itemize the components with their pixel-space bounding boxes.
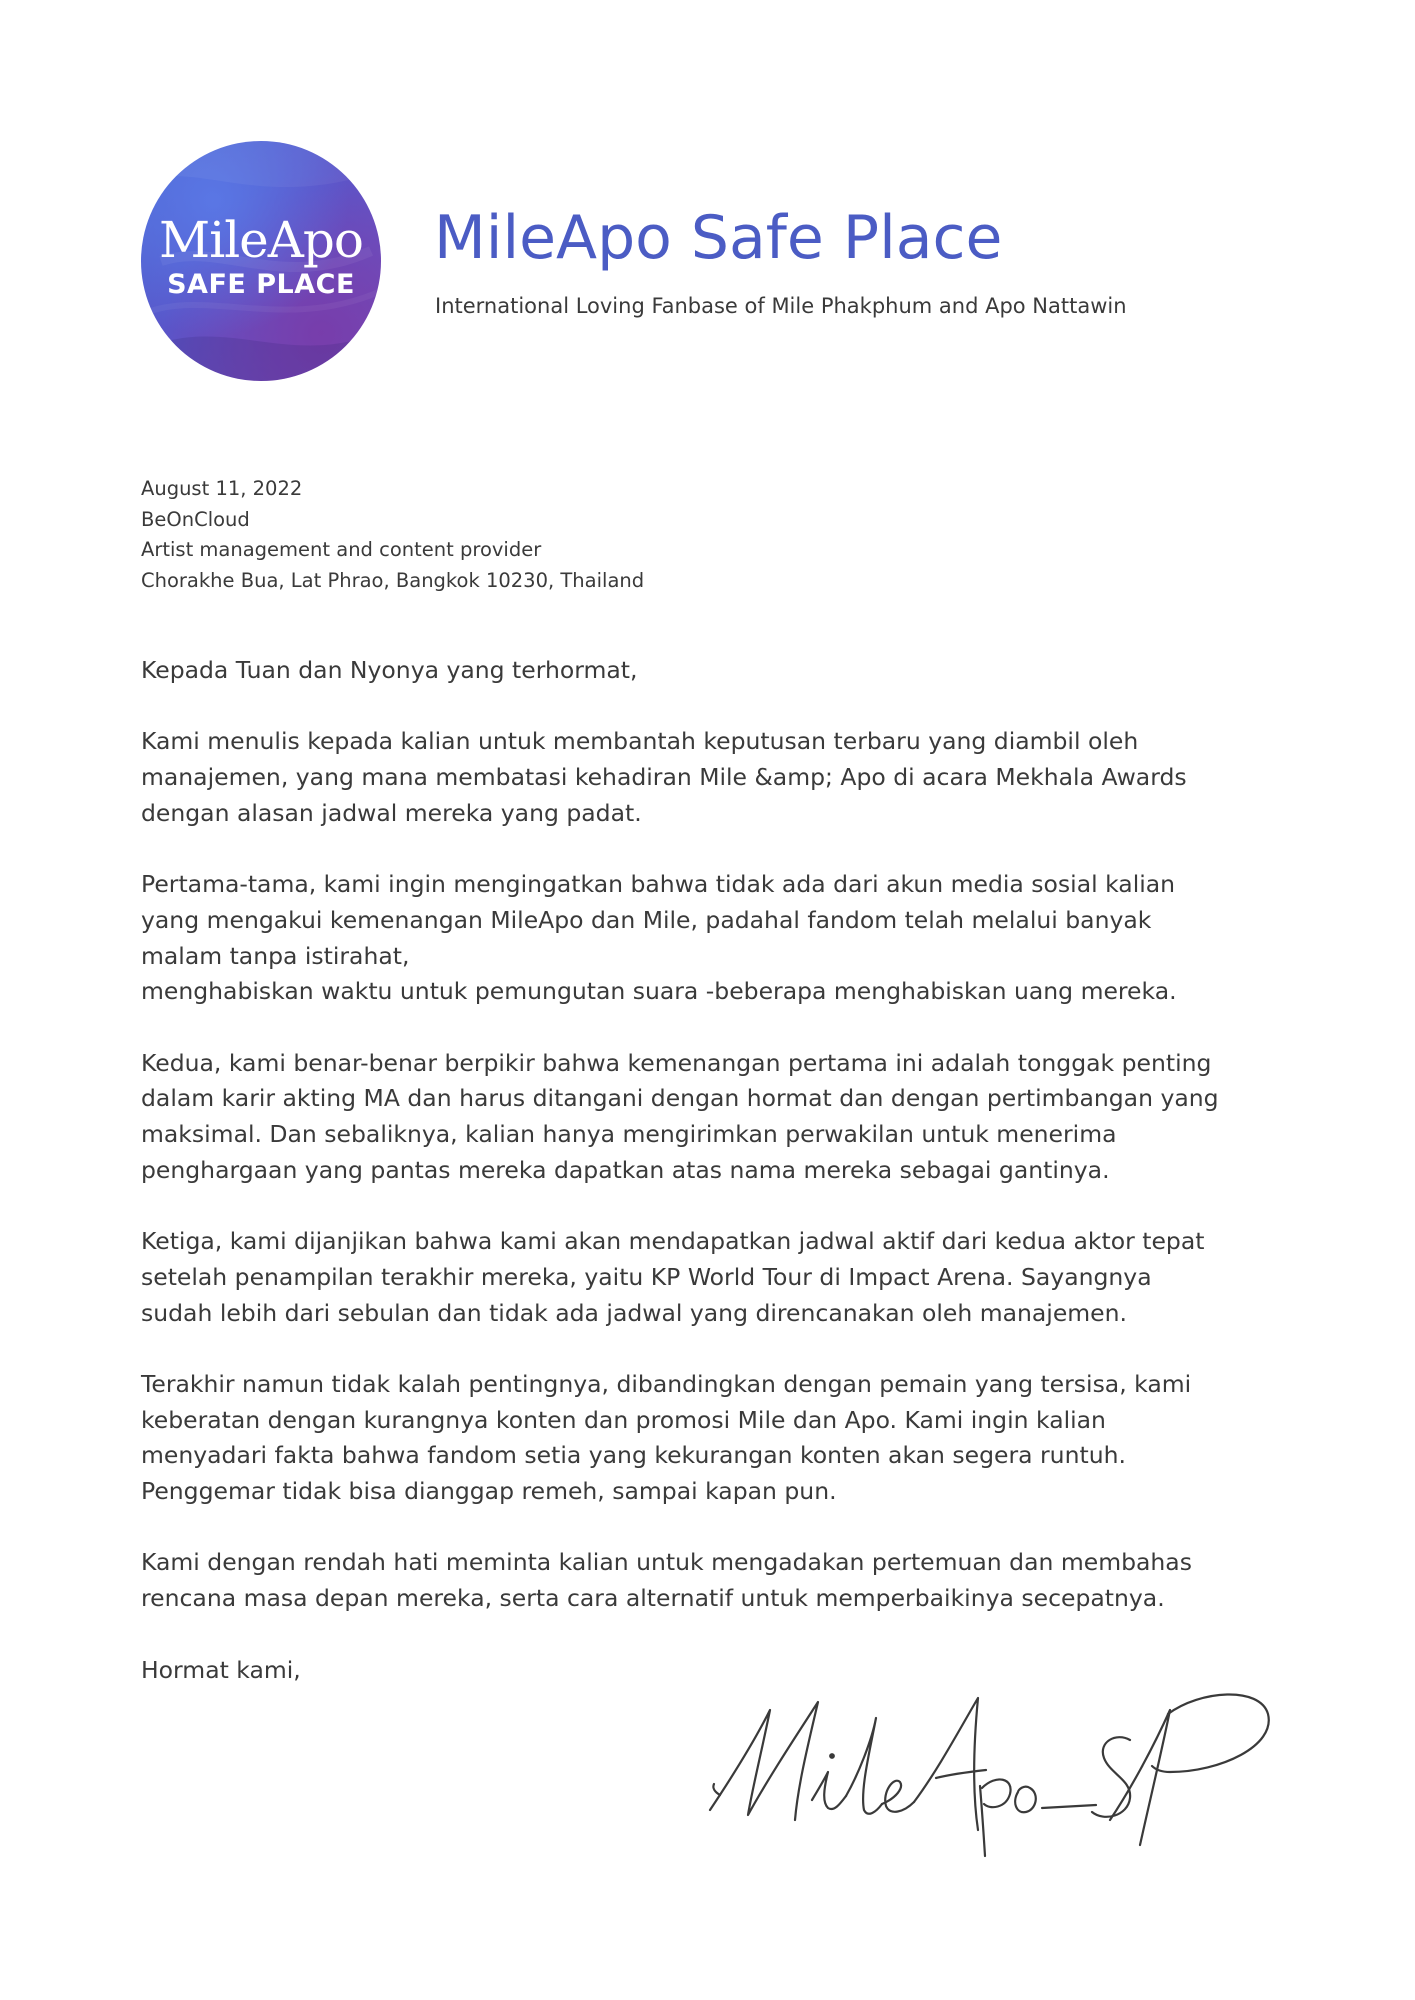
logo-tagline: SAFE PLACE: [167, 269, 355, 300]
letter-body: [141, 653, 1281, 1724]
recipient-description: Artist management and content provider: [141, 538, 542, 561]
paragraph-line: Kami menulis kepada kalian untuk membantah keputusan terbaru yang diambil oleh: [141, 727, 1139, 756]
paragraph-line: manajemen, yang mana membatasi kehadiran Mile &amp; Apo di acara Mekhala Awards: [141, 763, 1187, 792]
paragraph-line: Penggemar tidak bisa dianggap remeh, sampai kapan pun.: [141, 1477, 837, 1506]
logo: [141, 141, 381, 381]
paragraph-line: sudah lebih dari sebulan dan tidak ada jadwal yang direncanakan oleh manajemen.: [141, 1298, 1128, 1327]
recipient-address-block: [141, 474, 644, 596]
letter-greeting: [141, 653, 1281, 689]
paragraph-line: Pertama-tama, kami ingin mengingatkan bahwa tidak ada dari akun media sosial kalian: [141, 870, 1176, 899]
paragraph-line: keberatan dengan kurangnya konten dan promosi Mile dan Apo. Kami ingin kalian: [141, 1405, 1106, 1434]
paragraph-line: setelah penampilan terakhir mereka, yaitu KP World Tour di Impact Arena. Sayangnya: [141, 1262, 1152, 1291]
brand-title: MileApo Safe Place: [434, 203, 1003, 273]
paragraph-line: yang mengakui kemenangan MileApo dan Mile, padahal fandom telah melalui banyak: [141, 905, 1152, 934]
letter-date: August 11, 2022: [141, 477, 303, 500]
recipient-location: Chorakhe Bua, Lat Phrao, Bangkok 10230, Thailand: [141, 568, 645, 592]
paragraph-line: Kedua, kami benar-benar berpikir bahwa kemenangan pertama ini adalah tonggak penting: [141, 1048, 1212, 1077]
paragraph-5: [141, 1367, 1281, 1510]
paragraph-4: [141, 1224, 1281, 1331]
paragraph-line: Terakhir namun tidak kalah pentingnya, dibandingkan dengan pemain yang tersisa, kami: [141, 1369, 1192, 1398]
greeting-line: Kepada Tuan dan Nyonya yang terhormat,: [141, 656, 638, 684]
paragraph-2: [141, 867, 1281, 1010]
recipient-company: BeOnCloud: [141, 507, 250, 531]
paragraph-line: dengan alasan jadwal mereka yang padat.: [141, 798, 642, 827]
closing-line: Hormat kami,: [141, 1655, 301, 1684]
paragraph-line: dalam karir akting MA dan harus ditangani dengan hormat dan dengan pertimbangan yang: [141, 1084, 1219, 1113]
brand-subtitle: International Loving Fanbase of Mile Phakphum and Apo Nattawin: [435, 294, 1127, 318]
paragraph-line: maksimal. Dan sebaliknya, kalian hanya mengirimkan perwakilan untuk menerima: [141, 1120, 1117, 1149]
paragraph-line: menghabiskan waktu untuk pemungutan suara -beberapa menghabiskan uang mereka.: [141, 977, 1177, 1006]
paragraph-6: [141, 1545, 1281, 1616]
paragraph-line: Kami dengan rendah hati meminta kalian untuk mengadakan pertemuan dan membahas: [141, 1548, 1192, 1577]
paragraph-line: penghargaan yang pantas mereka dapatkan atas nama mereka sebagai gantinya.: [141, 1155, 1110, 1184]
paragraph-3: [141, 1046, 1281, 1189]
paragraph-line: Ketiga, kami dijanjikan bahwa kami akan mendapatkan jadwal aktif dari kedua aktor tepat: [141, 1227, 1205, 1256]
logo-wordmark: MileApo: [159, 211, 363, 269]
paragraph-line: menyadari fakta bahwa fandom setia yang kekurangan konten akan segera runtuh.: [141, 1441, 1126, 1470]
paragraph-1: [141, 724, 1281, 831]
handwritten-signature: [700, 1680, 1280, 1860]
paragraph-line: malam tanpa istirahat,: [141, 941, 410, 970]
paragraph-line: rencana masa depan mereka, serta cara alternatif untuk memperbaikinya secepatnya.: [141, 1584, 1165, 1613]
